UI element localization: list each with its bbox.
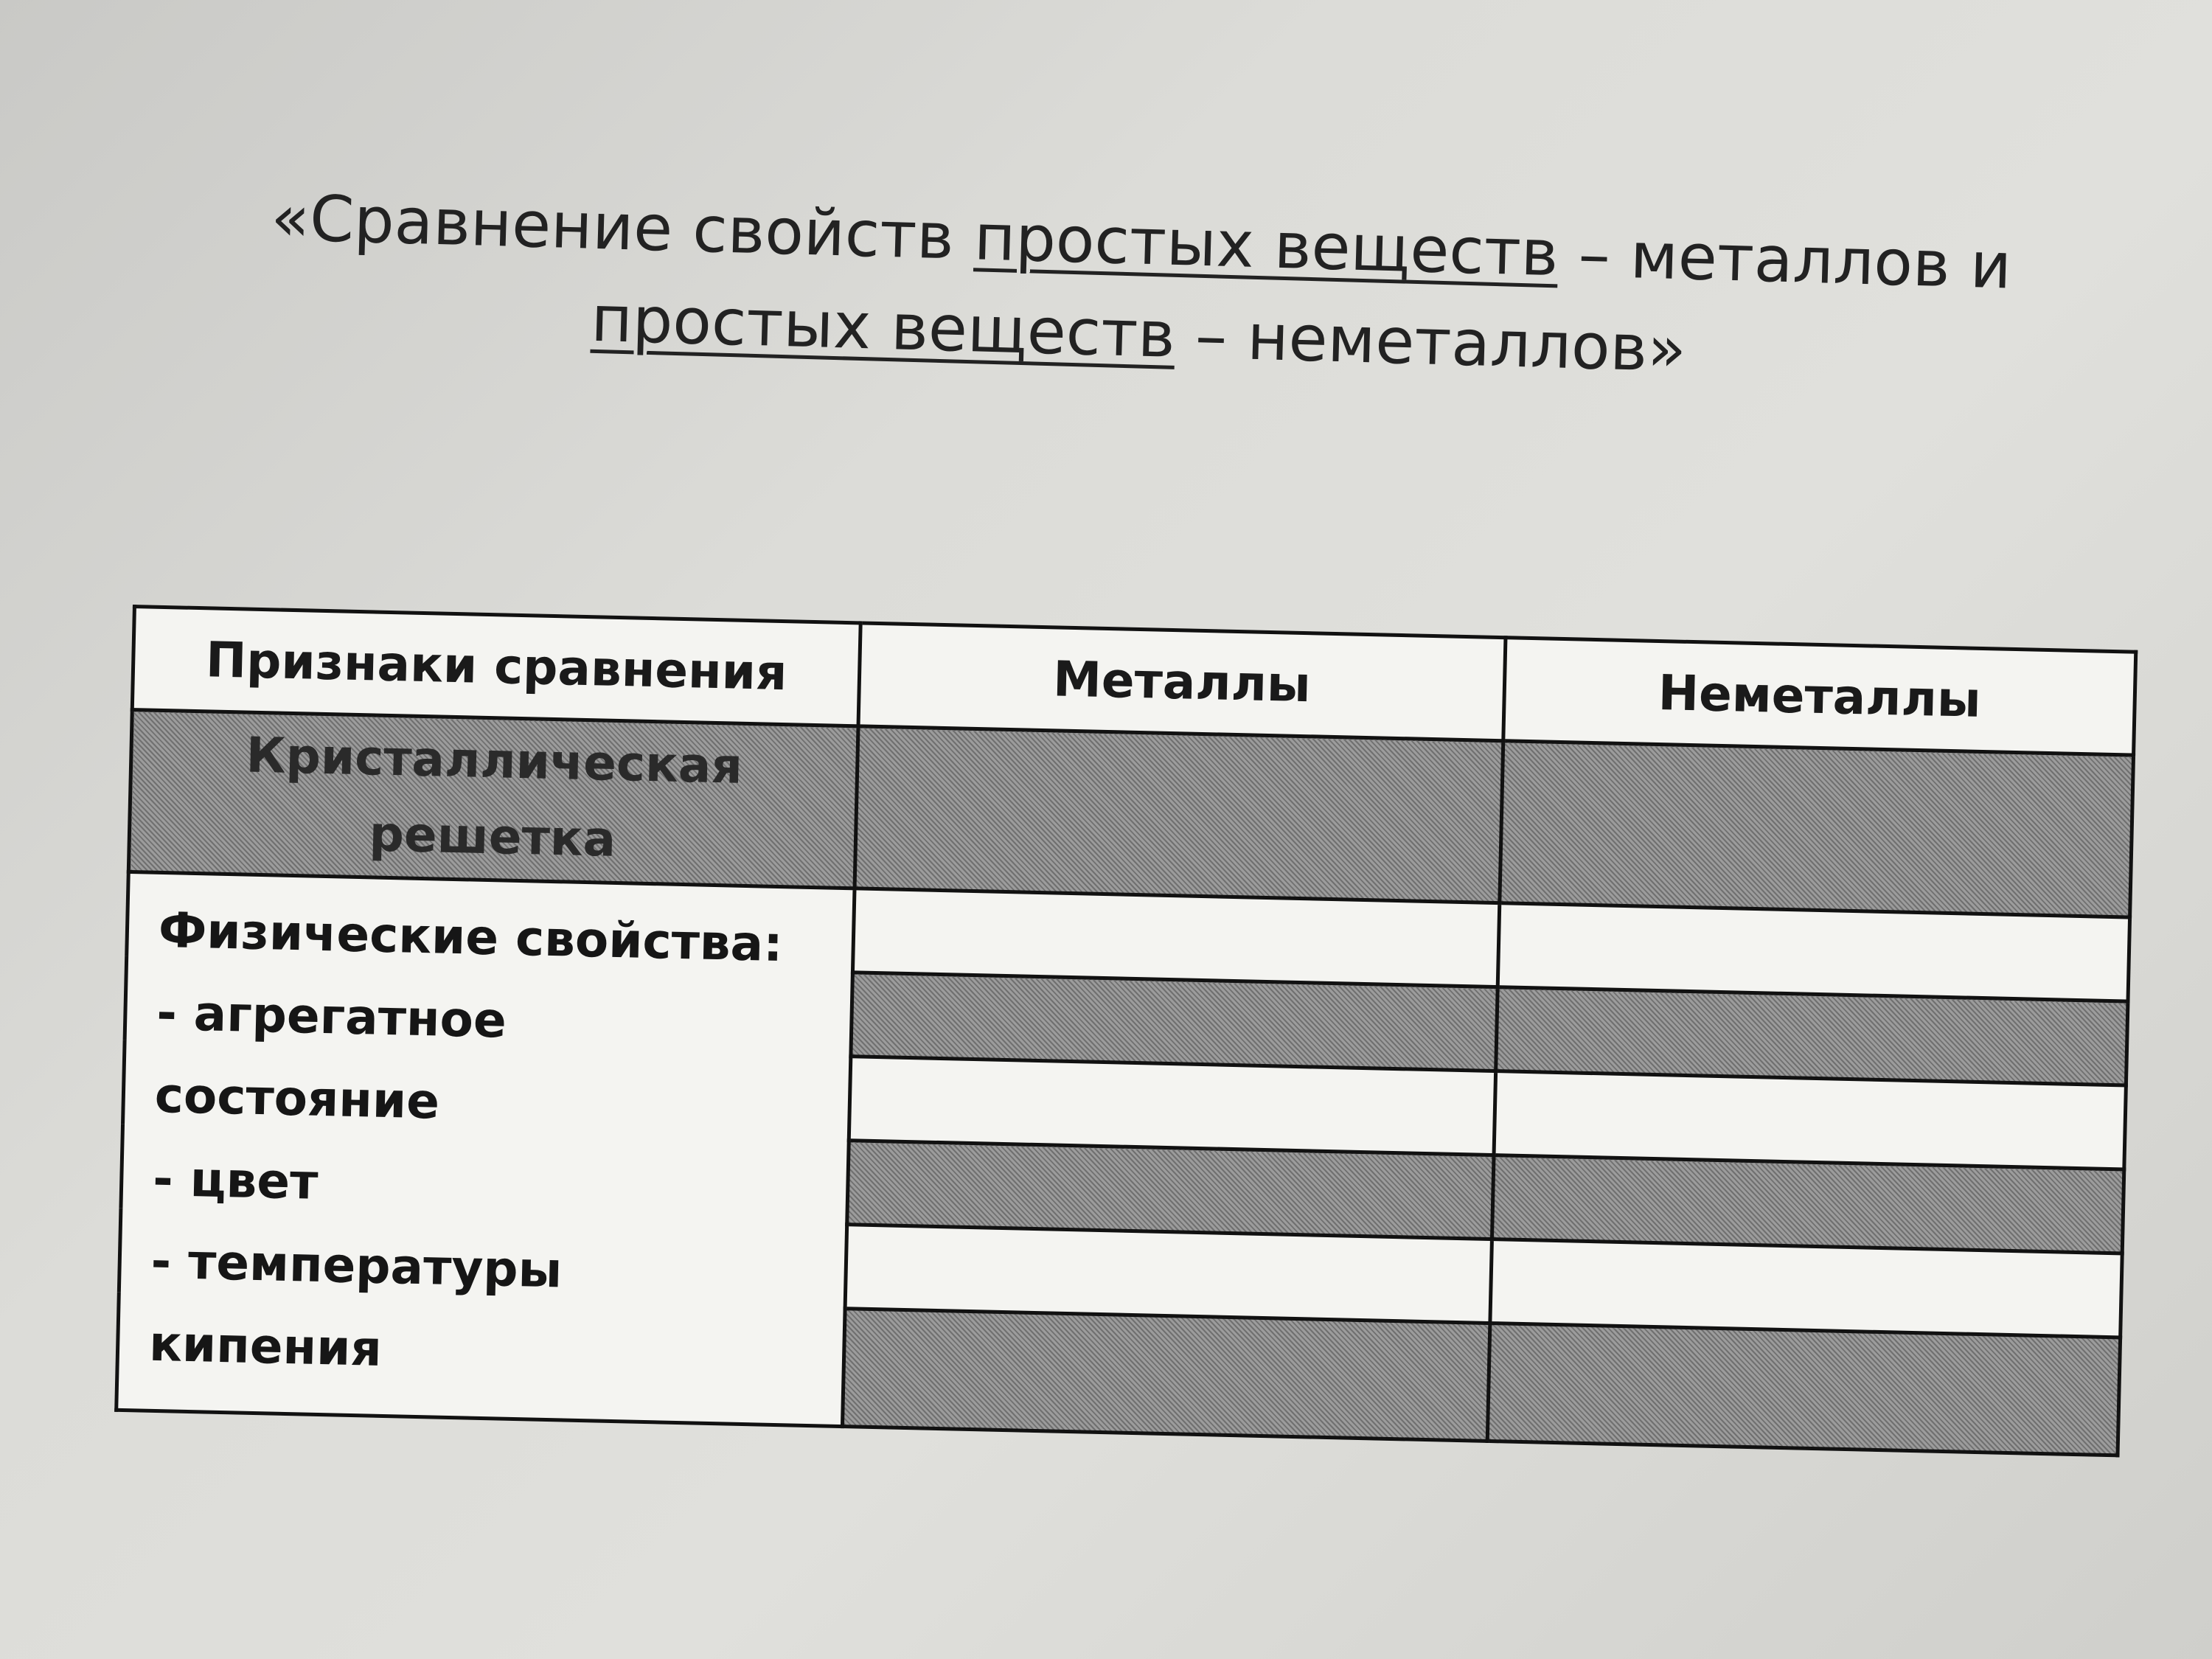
title-part-3: – неметаллов» [1174,298,1688,386]
physical-properties-label [116,872,855,1426]
title-part-1: «Сравнение свойств [270,181,975,275]
nonmetals-physical-cell[interactable] [1492,1155,2124,1253]
metals-physical-cell[interactable] [845,1225,1492,1324]
nonmetals-physical-cell[interactable] [1494,1071,2126,1169]
nonmetals-lattice-cell[interactable] [1500,741,2134,917]
lattice-label: Кристаллическая решетка [128,710,858,888]
title-underlined-2: простых веществ [590,282,1177,372]
physical-properties-line: кипения [148,1315,383,1377]
metals-physical-cell[interactable] [842,1309,1489,1441]
metals-physical-cell[interactable] [847,1141,1494,1239]
physical-properties-heading: Физические свойства: [158,901,784,973]
nonmetals-physical-cell[interactable] [1498,903,2129,1001]
metals-physical-cell[interactable] [851,973,1498,1071]
nonmetals-physical-cell[interactable] [1496,987,2128,1085]
nonmetals-physical-cell[interactable] [1487,1324,2120,1455]
physical-properties-line: состояние [154,1067,440,1130]
physical-properties-line: - температуры [150,1232,563,1299]
metals-lattice-cell[interactable] [855,726,1503,903]
header-criteria: Признаки сравнения [132,607,860,726]
comparison-table-wrap [114,605,2138,1457]
header-metals: Металлы [858,623,1506,741]
physical-properties-line: - агрегатное [156,984,507,1049]
header-nonmetals: Неметаллы [1503,638,2136,755]
metals-physical-cell[interactable] [852,888,1499,987]
physical-properties-line: - цвет [152,1150,319,1211]
comparison-table [114,605,2138,1457]
worksheet-title [172,170,2108,407]
metals-physical-cell[interactable] [849,1057,1495,1155]
nonmetals-physical-cell[interactable] [1490,1239,2122,1338]
title-underlined-1: простых веществ [973,201,1559,291]
title-part-2: – металлов и [1557,217,2013,304]
